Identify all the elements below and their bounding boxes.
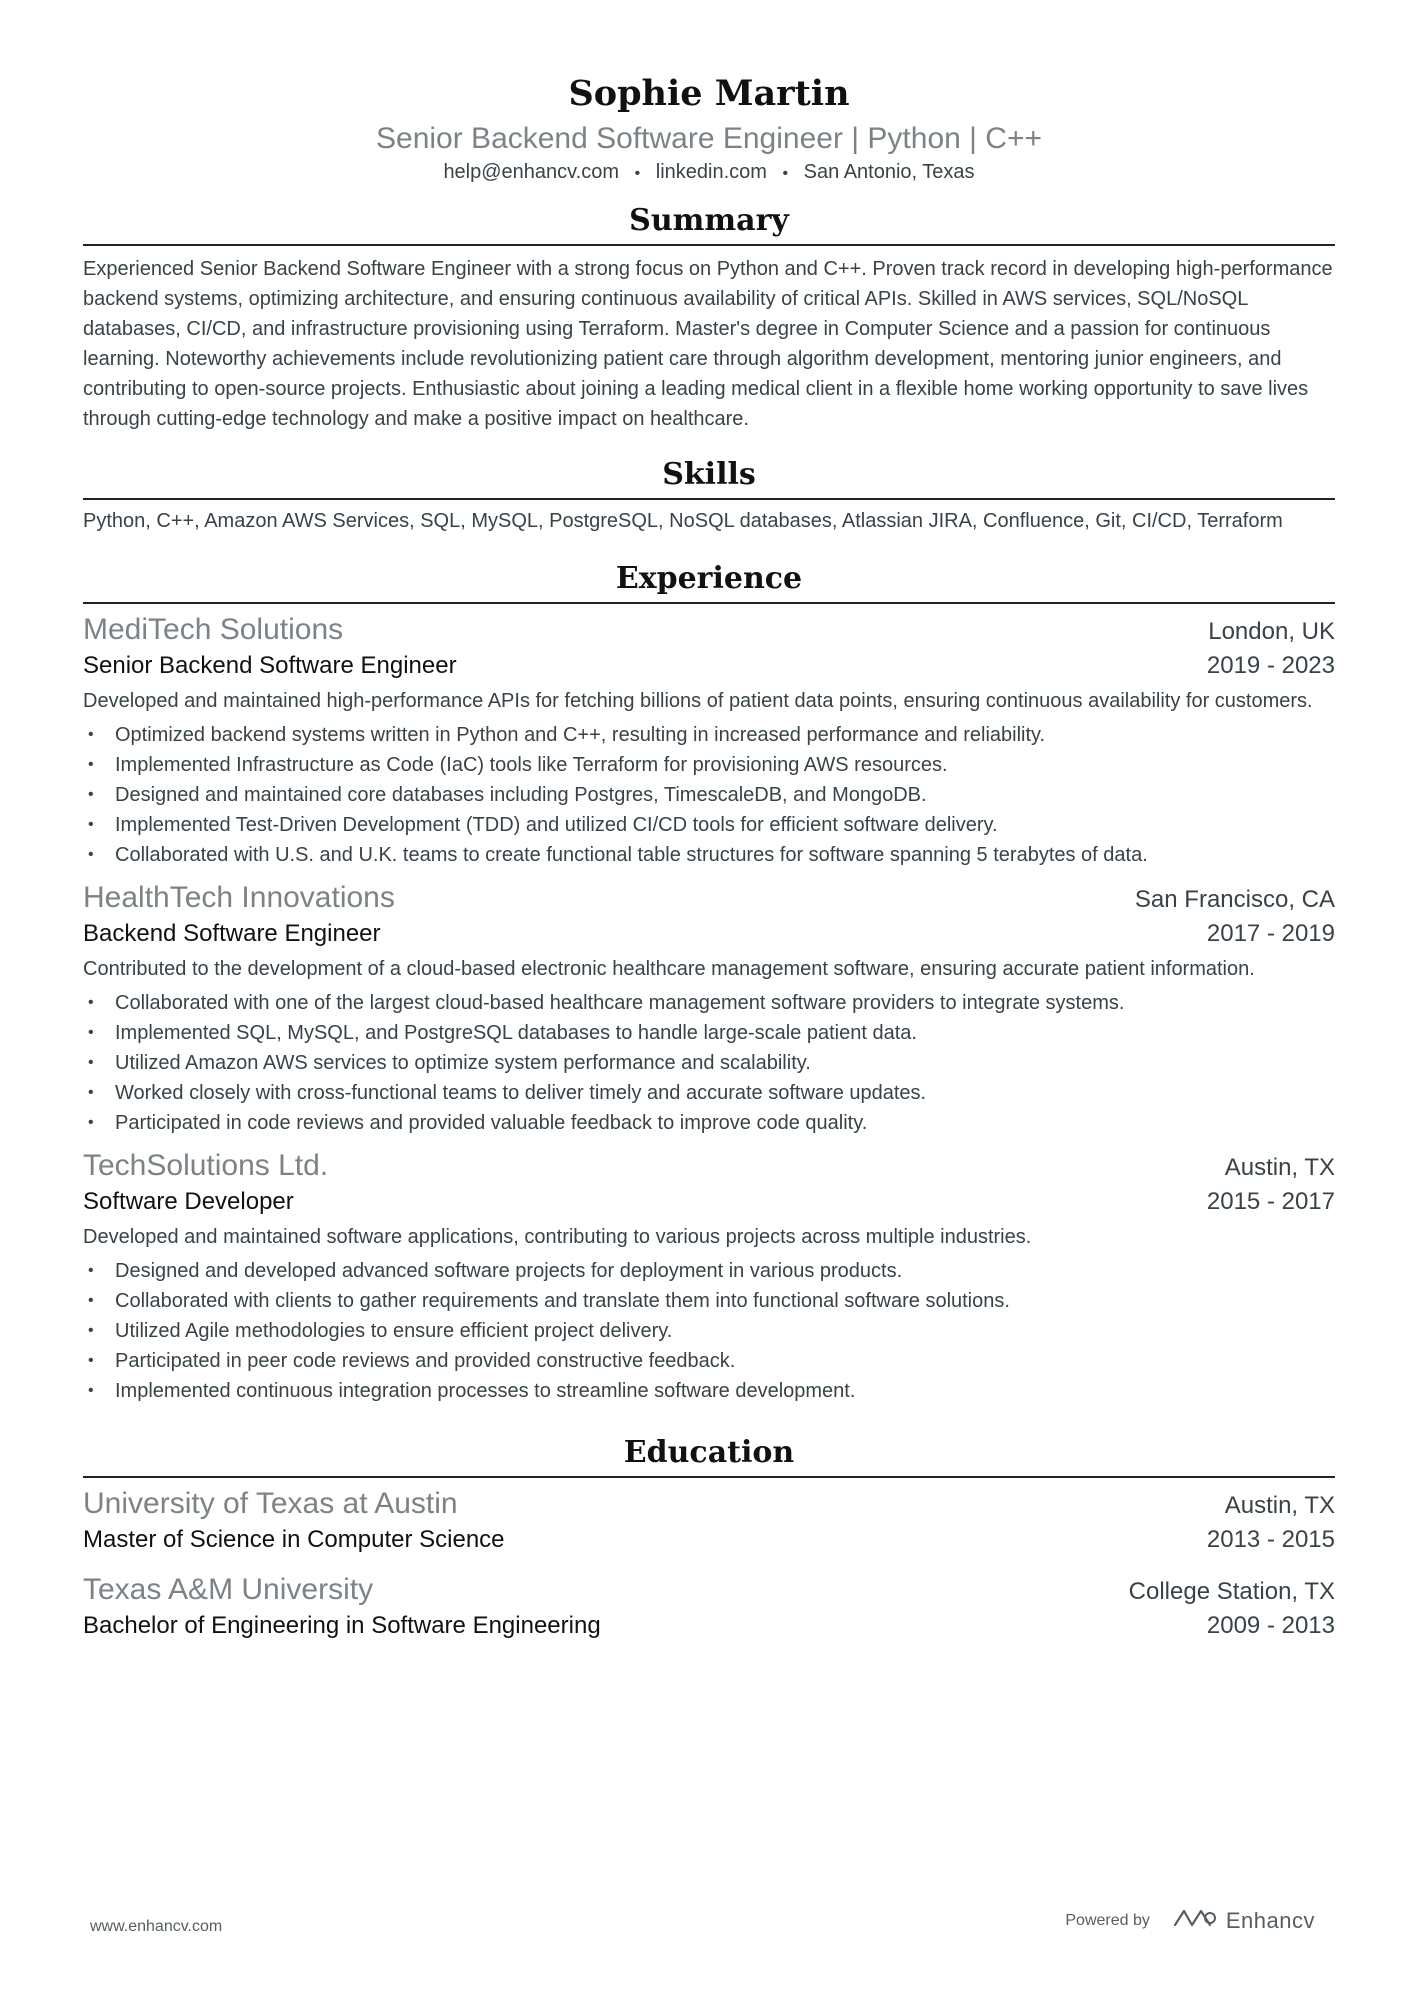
email-link[interactable]: help@enhancv.com	[443, 161, 620, 183]
list-item: • Participated in peer code reviews and provided constructive feedback.	[83, 1346, 1335, 1376]
job-description: Contributed to the development of a cloud-based electronic healthcare management software, ensuring accurate patient information.	[83, 958, 1255, 980]
education-entry	[83, 1484, 1335, 1556]
school-location: College Station, TX	[1128, 1578, 1335, 1605]
education-dates: 2009 - 2013	[1206, 1612, 1335, 1639]
entry-header	[83, 1484, 1335, 1524]
resume-content	[83, 68, 1335, 1642]
entry-header	[83, 878, 1335, 918]
education-dates: 2013 - 2015	[1206, 1526, 1335, 1553]
linkedin-link[interactable]: linkedin.com	[655, 161, 767, 183]
achievement-list	[83, 720, 1335, 870]
skills-text: Python, C++, Amazon AWS Services, SQL, MySQL, PostgreSQL, NoSQL databases, Atlassian JIRA, Confluence, Git, CI/CD, Terraform	[83, 510, 1283, 532]
list-item: • Collaborated with U.S. and U.K. teams to create functional table structures for software spanning 5 terabytes of data.	[83, 840, 1335, 870]
experience-entry	[83, 878, 1335, 1138]
section-divider	[83, 1476, 1335, 1478]
list-item: • Participated in code reviews and provided valuable feedback to improve code quality.	[83, 1108, 1335, 1138]
list-item: • Implemented SQL, MySQL, and PostgreSQL databases to handle large-scale patient data.	[83, 1018, 1335, 1048]
school-location: Austin, TX	[1224, 1492, 1335, 1519]
job-location: Austin, TX	[1224, 1154, 1335, 1181]
list-item: • Designed and developed advanced software projects for deployment in various products.	[83, 1256, 1335, 1286]
experience-entry	[83, 1146, 1335, 1406]
entry-subheader	[83, 918, 1335, 950]
job-dates: 2015 - 2017	[1206, 1188, 1335, 1215]
job-title: Senior Backend Software Engineer	[83, 652, 457, 679]
section-divider	[83, 244, 1335, 246]
powered-by-label: Powered by	[1065, 1911, 1150, 1929]
separator-dot: •	[634, 165, 641, 182]
achievement-list	[83, 1256, 1335, 1406]
list-item: • Utilized Amazon AWS services to optimize system performance and scalability.	[83, 1048, 1335, 1078]
degree-title: Bachelor of Engineering in Software Engineering	[83, 1612, 601, 1639]
footer-branding[interactable]	[1065, 1906, 1315, 1935]
enhancv-logo-icon	[1172, 1906, 1218, 1935]
section-title-skills: Skills	[662, 457, 756, 492]
section-title-education: Education	[623, 1435, 795, 1470]
entry-header	[83, 1146, 1335, 1186]
entry-subheader	[83, 1186, 1335, 1218]
list-item: • Implemented Infrastructure as Code (IaC) tools like Terraform for provisioning AWS resources.	[83, 750, 1335, 780]
section-title-summary: Summary	[629, 203, 789, 238]
job-title: Software Developer	[83, 1188, 294, 1215]
entry-subheader	[83, 1524, 1335, 1556]
company-name: HealthTech Innovations	[83, 881, 395, 914]
job-title: Backend Software Engineer	[83, 920, 381, 947]
list-item: • Utilized Agile methodologies to ensure efficient project delivery.	[83, 1316, 1335, 1346]
education-entry	[83, 1570, 1335, 1642]
company-name: TechSolutions Ltd.	[83, 1149, 329, 1182]
education-section	[83, 1430, 1335, 1642]
brand-name: Enhancv	[1225, 1907, 1315, 1933]
degree-title: Master of Science in Computer Science	[83, 1526, 505, 1553]
entry-header	[83, 1570, 1335, 1610]
company-name: MediTech Solutions	[83, 613, 344, 646]
experience-section	[83, 556, 1335, 1406]
job-location: San Francisco, CA	[1134, 886, 1335, 913]
section-divider	[83, 602, 1335, 604]
list-item: • Implemented Test-Driven Development (TDD) and utilized CI/CD tools for efficient software delivery.	[83, 810, 1335, 840]
skills-section	[83, 452, 1335, 534]
entry-header	[83, 610, 1335, 650]
job-location: London, UK	[1208, 618, 1335, 645]
job-description: Developed and maintained software applications, contributing to various projects across multiple industries.	[83, 1226, 1032, 1248]
list-item: • Implemented continuous integration processes to streamline software development.	[83, 1376, 1335, 1406]
entry-subheader	[83, 650, 1335, 682]
experience-entry	[83, 610, 1335, 870]
contact-line	[83, 158, 1335, 186]
candidate-headline: Senior Backend Software Engineer | Python | C++	[376, 122, 1042, 155]
list-item: • Optimized backend systems written in Python and C++, resulting in increased performance and reliability.	[83, 720, 1335, 750]
list-item: • Worked closely with cross-functional teams to deliver timely and accurate software updates.	[83, 1078, 1335, 1108]
summary-section	[83, 198, 1335, 434]
list-item: • Collaborated with one of the largest cloud-based healthcare management software providers to integrate systems.	[83, 988, 1335, 1018]
location-text: San Antonio, Texas	[803, 161, 975, 183]
section-divider	[83, 498, 1335, 500]
separator-dot: •	[782, 165, 789, 182]
list-item: • Designed and maintained core databases including Postgres, TimescaleDB, and MongoDB.	[83, 780, 1335, 810]
entry-subheader	[83, 1610, 1335, 1642]
section-title-experience: Experience	[615, 561, 803, 596]
list-item: • Collaborated with clients to gather requirements and translate them into functional software solutions.	[83, 1286, 1335, 1316]
summary-text: Experienced Senior Backend Software Engineer with a strong focus on Python and C++. Proven track record in developing high-performance backend systems, optimizing architecture, and ensuring continuous availability of critical APIs. Skilled in AWS services, SQL/NoSQL databases, CI/CD, and infrastructure provisioning using Terraform. Master's degree in Computer Science and a passion for continuous learning. Noteworthy achievements include revolutionizing patient care through algorithm development, mentoring junior engineers, and contributing to open-source projects. Enthusiastic about joining a leading medical client in a flexible home working opportunity to save lives through cutting-edge technology and make a positive impact on healthcare.	[83, 258, 1333, 430]
job-dates: 2019 - 2023	[1206, 652, 1335, 679]
footer-website-link[interactable]: www.enhancv.com	[90, 1918, 223, 1935]
school-name: Texas A&M University	[83, 1573, 374, 1606]
school-name: University of Texas at Austin	[83, 1487, 458, 1520]
candidate-name: Sophie Martin	[568, 73, 850, 114]
job-dates: 2017 - 2019	[1206, 920, 1335, 947]
job-description: Developed and maintained high-performance APIs for fetching billions of patient data points, ensuring continuous availability for customers.	[83, 690, 1313, 712]
achievement-list	[83, 988, 1335, 1138]
